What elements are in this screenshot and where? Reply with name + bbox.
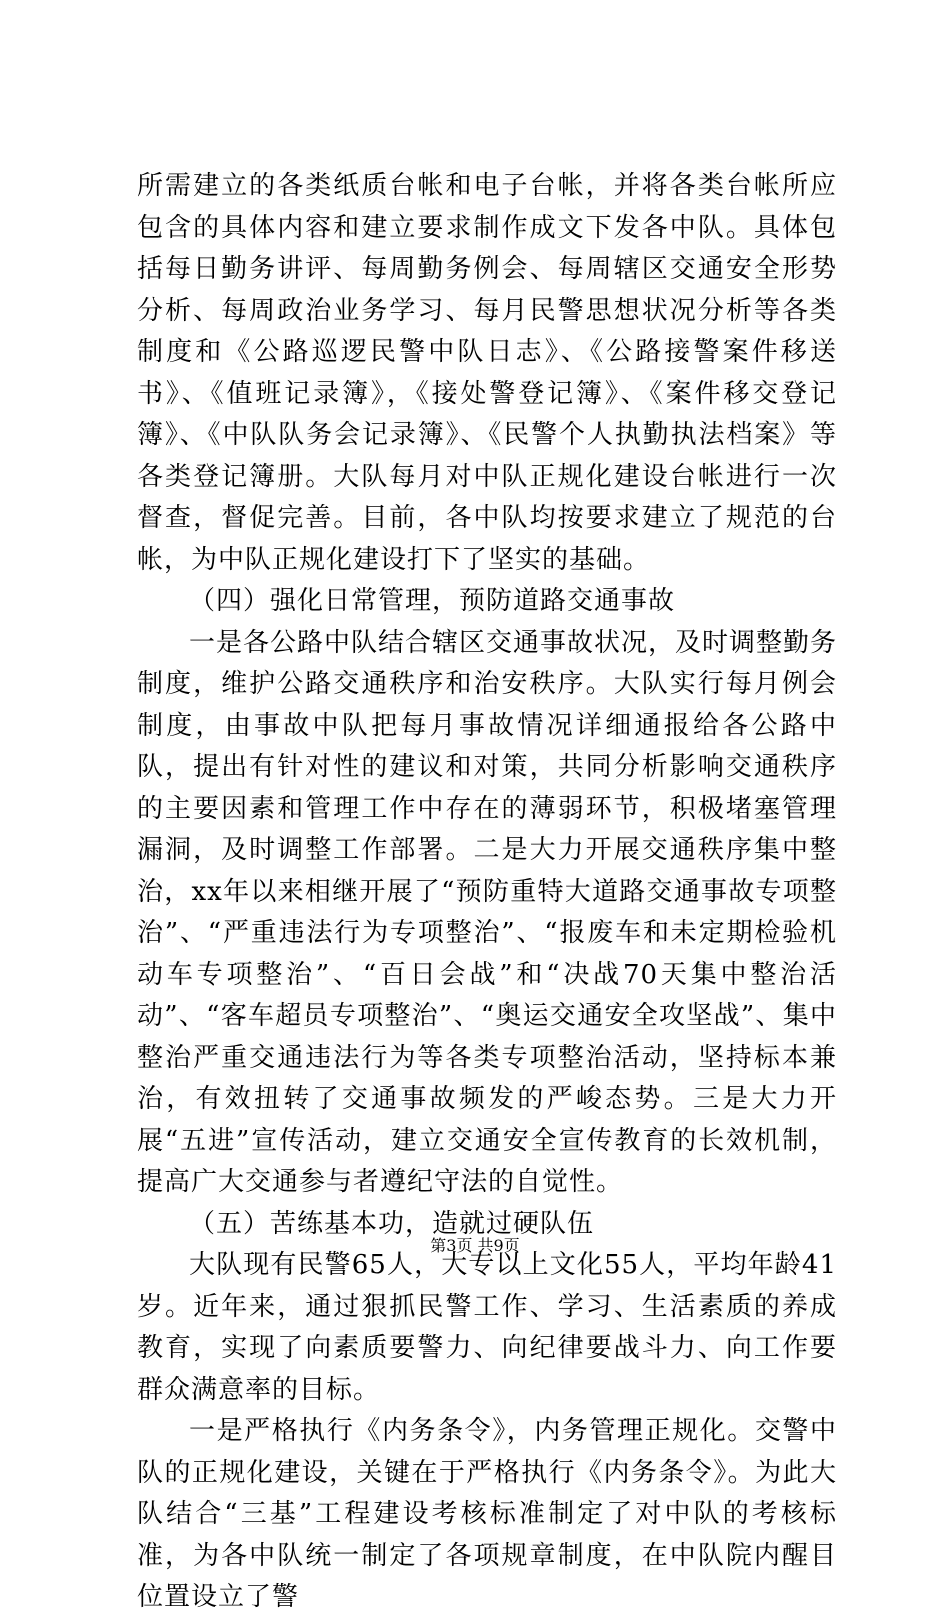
section-heading: （五）苦练基本功，造就过硬队伍 xyxy=(189,1208,595,1239)
body-paragraph: 一是各公路中队结合辖区交通事故状况，及时调整勤务制度，维护公路交通秩序和治安秩序。大队实行每月例会制度，由事故中队把每月事故情况详细通报给各公路中队，提出有针对性的建议和对策，共同分析影响交通秩序的主要因素和管理工作中存在的薄弱环节，积极堵塞管理漏洞，及时调整工作部署。二是大力开展交通秩序集中整治，xx年以来相继开展了“预防重特大道路交通事故专项整治”、“严重违法行为专项整治”、“报废车和未定期检验机动车专项整治”、“百日会战”和“决战70天集中整治活动”、“客车超员专项整治”、“奥运交通安全攻坚战”、集中整治严重交通违法行为等各类专项整治活动，坚持标本兼治，有效扭转了交通事故频发的严峻态势。三是大力开展“五进”宣传活动，建立交通安全宣传教育的长效机制，提高广大交通参与者遵纪守法的自觉性。 xyxy=(137,627,838,1197)
body-paragraph: 所需建立的各类纸质台帐和电子台帐，并将各类台帐所应包含的具体内容和建立要求制作成文下发各中队。具体包括每日勤务讲评、每周勤务例会、每周辖区交通安全形势分析、每周政治业务学习、每月民警思想状况分析等各类制度和《公路巡逻民警中队日志》、《公路接警案件移送书》、《值班记录簿》，《接处警登记簿》、《案件移交登记簿》、《中队队务会记录簿》、《民警个人执勤执法档案》等各类登记簿册。大队每月对中队正规化建设台帐进行一次督查，督促完善。目前，各中队均按要求建立了规范的台帐，为中队正规化建设打下了坚实的基础。 xyxy=(137,171,837,575)
section-heading: （四）强化日常管理，预防道路交通事故 xyxy=(189,586,676,616)
document-body xyxy=(137,166,837,1619)
body-paragraph: 一是严格执行《内务条令》，内务管理正规化。交警中队的正规化建设，关键在于严格执行《内务条令》。为此大队结合“三基”工程建设考核标准制定了对中队的考核标准，为各中队统一制定了各项规章制度，在中队院内醒目位置设立了警 xyxy=(137,1416,837,1612)
page-footer: 第3页 共9页 xyxy=(430,1236,520,1255)
body-paragraph: 大队现有民警65人，大专以上文化55人，平均年龄41岁。近年来，通过狠抓民警工作、学习、生活素质的养成教育，实现了向素质要警力、向纪律要战斗力、向工作要群众满意率的目标。 xyxy=(137,1250,837,1405)
